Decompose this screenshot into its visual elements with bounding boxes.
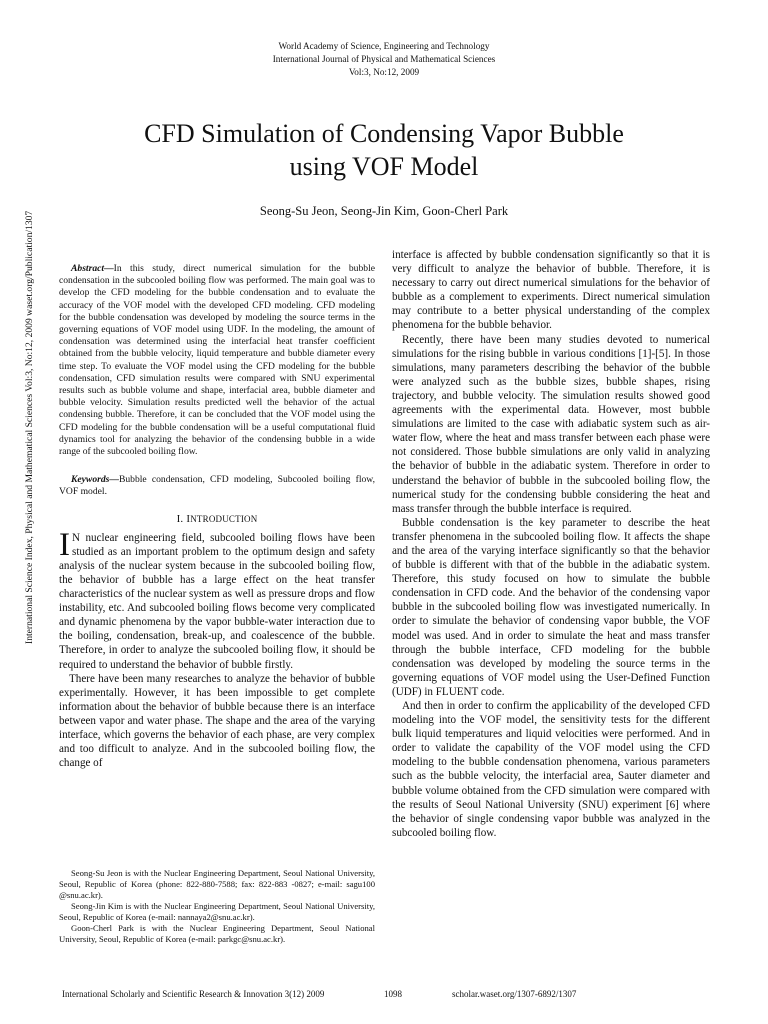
authors: Seong-Su Jeon, Seong-Jin Kim, Goon-Cherl Park xyxy=(259,204,509,218)
author-footnotes xyxy=(59,868,375,945)
right-paragraph-4: And then in order to confirm the applicability of the developed CFD modeling into the VOF model, the sensitivity tests for the different bulk liquid temperatures and liquid velocities were performed. And in order to validate the capability of the VOF model using the CFD modeling to the bubble condensation phenomena, various parameters such as the bubble velocity, the interfacial area, Sauter diameter and bubble volume obtained from the CFD simulation were compared with the results of Seoul National University (SNU) experiment [6] where the behavior of single condensing vapor bubble was analyzed in the subcooled boiling flow. xyxy=(392,700,710,839)
section-heading-introduction xyxy=(59,513,375,525)
right-paragraph-3: Bubble condensation is the key parameter to describe the heat transfer phenomena in the subcooled boiling flow. It affects the shape and the area of the varying interface significantly so that the behavior of bubble is different with that of the bubble in the adiabatic system. Therefore, this study focused on how to simulate the bubble condensation in CFD code. And the behavior of the condensing vapor bubble in the subcooled boiling flow was investigated numerically. In order to simulate the behavior of condensing vapor bubble, the VOF model was used. And in order to simulate the heat and mass transfer through the bubble interface, CFD modeling for the bubble condensation was developed by modeling the source terms in the governing equations of VOF model using the User-Defined Function (UDF) in FLUENT code. xyxy=(392,516,710,698)
footnote-author-2: Seong-Jin Kim is with the Nuclear Engineering Department, Seoul National University, Seoul, Republic of Korea (e-mail: nannaya2@snu.ac.kr). xyxy=(59,901,375,922)
side-identifier-text: International Science Index, Physical and Mathematical Sciences Vol:3, No:12, 2009 waset.org/Publication/1307 xyxy=(24,210,35,644)
keywords xyxy=(59,474,375,498)
intro-paragraph-1 xyxy=(59,526,375,672)
footnote-author-1: Seong-Su Jeon is with the Nuclear Engineering Department, Seoul National University, Seoul, Republic of Korea (phone: 822-880-7588; fax: 822-883 -0827; e-mail: sagu100 @snu.ac.kr). xyxy=(59,868,375,900)
right-paragraph-1: interface is affected by bubble condensation significantly so that it is very difficult to analyze the behavior of bubble. Therefore, it is necessary to carry out direct numerical simulations for the behavior of bubble as a complement to experiments. Direct numerical simulation may contribute to a better physical understanding of the complex phenomena for the bubble behavior. xyxy=(392,249,710,332)
journal-subtitle: International Journal of Physical and Mathematical Sciences xyxy=(272,54,496,64)
keywords-text: Bubble condensation, CFD modeling, Subcooled boiling flow, VOF model. xyxy=(59,474,375,498)
section-number: I. xyxy=(176,512,184,525)
footnote-author-3: Goon-Cherl Park is with the Nuclear Engineering Department, Seoul National University, Seoul, Republic of Korea (e-mail: parkgc@snu.ac.kr). xyxy=(59,923,375,944)
footer-page-number: 1098 xyxy=(384,989,402,999)
journal-name: World Academy of Science, Engineering and Technology xyxy=(278,41,490,51)
intro-paragraph-1-text: N nuclear engineering field, subcooled boiling flows have been studied as an important problem to the optimum design and safety analysis of the nuclear system because in the subcooled boiling flow, the behavior of bubble has a large effect on the heat transfer characteristics of the nuclear system as well as pressure drops and flow instability, etc. And subcooled boiling flows become very complicated and dynamic phenomena by the vapor bubble-water interaction due to the boiling, condensation, break-up, and coalescence of the bubble. Therefore, in order to analyze the subcooled boiling flow, it should be required to understand the behavior of bubble firstly. xyxy=(59,531,375,671)
keywords-dash: — xyxy=(109,474,119,486)
abstract-dash: — xyxy=(104,263,114,274)
title-line-1: CFD Simulation of Condensing Vapor Bubble xyxy=(144,119,624,148)
left-column xyxy=(59,263,375,770)
right-paragraph-2: Recently, there have been many studies devoted to numerical simulations for the rising bubble in various conditions [1]-[5]. In those simulations, many parameters describing the behavior of the bubble were analyzed such as the bubble sizes, bubble shapes, rising trajectory, and bubble velocity. The simulation results showed good agreements with the experimental data. However, most bubble simulations are limited to the case with adiabatic system such as air-water flow, where the heat and mass transfer between each phase were not considered. Those bubble simulations are only valid in analyzing the behavior of bubble in the adiabatic system. Therefore in order to understand the behavior of bubble in the subcooled boiling flow, the numerical study for the condensing bubble considering the heat and mass transfer through the bubble interface is required. xyxy=(392,333,710,515)
journal-header xyxy=(200,40,568,79)
section-title-rest: NTRODUCTION xyxy=(190,513,258,524)
paper-title xyxy=(70,117,698,183)
journal-volume: Vol:3, No:12, 2009 xyxy=(348,67,420,77)
section-title-first-letter: I xyxy=(186,512,191,525)
abstract-label: Abstract xyxy=(71,263,105,274)
keywords-label: Keywords xyxy=(71,474,110,486)
right-column xyxy=(392,248,710,840)
drop-cap: I xyxy=(59,526,70,563)
intro-paragraph-2: There have been many researches to analyze the behavior of bubble experimentally. However, it has been impossible to get complete information about the behavior of bubble because there is an interface between vapor and water phase. The shape and the area of the varying interface, which governs the behavior of each phase, are very complex and too difficult to analyze. And in the subcooled boiling flow, the change of xyxy=(59,672,375,770)
abstract xyxy=(59,263,375,458)
footer-publisher: International Scholarly and Scientific Research & Innovation 3(12) 2009 xyxy=(62,989,325,999)
footer-url[interactable]: scholar.waset.org/1307-6892/1307 xyxy=(452,989,577,999)
abstract-text: In this study, direct numerical simulation for the bubble condensation in the subcooled boiling flow was performed. The main goal was to develop the CFD modeling for the bubble condensation and to evaluate the accuracy of the VOF model with the developed CFD modeling. CFD modeling for the bubble condensation was developed by modeling the source terms in the governing equations of VOF model using UDF. In the modeling, the amount of condensation was determined using the interfacial heat transfer coefficient obtained from the bubble velocity, liquid temperature and bubble diameter every time step. To evaluate the VOF model using the CFD modeling for the bubble condensation, CFD simulation results were compared with SNU experimental results such as bubble volume and shape, interfacial area, bubble diameter and bubble velocity. Simulation results predicted well the behavior of the actual condensing bubble. Therefore, it can be concluded that the VOF model using the CFD modeling for the bubble condensation will be a useful computational fluid dynamics tool for analyzing the behavior of the condensing bubble in a wide range of the subcooled boiling flow. xyxy=(59,263,375,458)
title-line-2: using VOF Model xyxy=(289,152,479,181)
